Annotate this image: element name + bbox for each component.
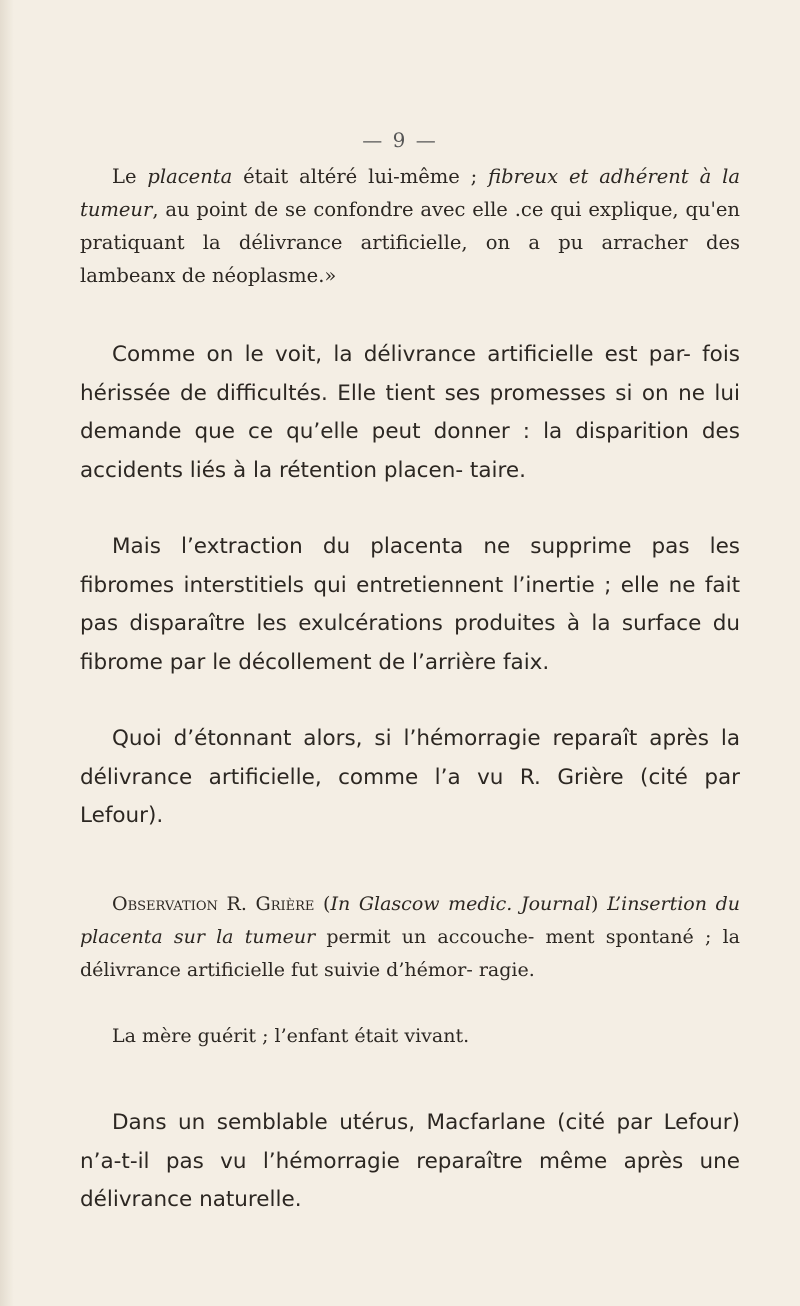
- paragraph-2: Mais l’extraction du placenta ne supprime pas les fibromes interstitiels qui entretiennent l’inertie ; elle ne fait pas disparaître les exulcérations produites à la surface du fibrome par le décollement de l’arrière faix.: [80, 534, 740, 675]
- quote-placenta-word: placenta: [147, 165, 233, 188]
- observation-text: permit un accouche- ment spontané ; la délivrance artificielle fut suivie d’hémor- ragie.: [80, 926, 740, 981]
- paragraph-3: Quoi d’étonnant alors, si l’hémorragie reparaît après la délivrance artificielle, comme l’a vu R. Grière (cité par Lefour).: [80, 726, 740, 828]
- observation-label: Observation: [112, 893, 218, 915]
- observation-outcome: La mère guérit ; l’enfant était vivant.: [112, 1025, 470, 1047]
- quote-fibreux-phrase: fibreux et adhérent à la tumeur: [80, 165, 740, 221]
- quote-text-2: était altéré lui-même ;: [232, 165, 489, 188]
- quote-text-1: Le: [112, 165, 148, 188]
- observation-source: In Glascow medic. Journal: [330, 893, 592, 915]
- closing-paragraph: Dans un semblable utérus, Macfarlane (cité par Lefour) n’a-t-il pas vu l’hémorragie reparaître même après une délivrance naturelle.: [80, 1110, 740, 1212]
- page-edge-shadow: [0, 0, 14, 1306]
- observation-paragraph: Observation R. Grière (In Glascow medic. Journal) L’insertion du placenta sur la tumeur permit un accouche- ment spontané ; la délivrance artificielle fut suivie d’hémor- ragie.: [80, 893, 741, 981]
- page-number: — 9 —: [362, 128, 438, 152]
- quote-text-3: , au point de se confondre avec elle .ce qui explique, qu'en pratiquant la délivrance artificielle, on a pu arracher des lambeanx de néoplasme.»: [80, 198, 740, 287]
- paragraph-1: Comme on le voit, la délivrance artificielle est par- fois hérissée de difficultés. Elle tient ses promesses si on ne lui demande que ce qu’elle peut donner : la disparition des accidents liés à la rétention placen- taire.: [80, 342, 740, 483]
- observation-insertion: L’insertion du placenta sur la tumeur: [80, 893, 741, 948]
- quoted-paragraph: [80, 160, 740, 292]
- observation-author: R. Grière: [226, 893, 315, 915]
